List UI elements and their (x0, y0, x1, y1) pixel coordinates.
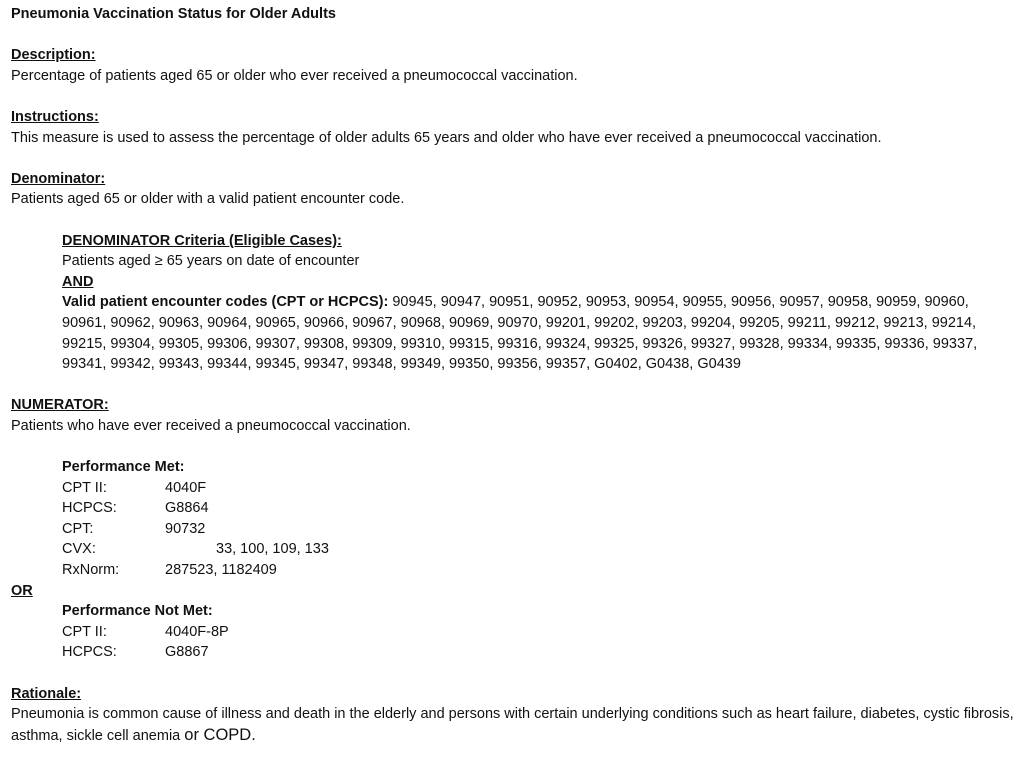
code-row (62, 622, 1014, 643)
code-label: HCPCS: (62, 500, 117, 517)
code-row (62, 498, 1014, 519)
code-label: CPT II: (62, 623, 107, 640)
code-row (62, 642, 1014, 663)
numerator-heading: NUMERATOR: (11, 397, 109, 414)
performance-met-heading: Performance Met: (62, 459, 185, 476)
code-value: G8864 (165, 500, 209, 517)
code-label: RxNorm: (62, 562, 120, 579)
description-heading: Description: (11, 47, 96, 64)
rationale-heading: Rationale: (11, 685, 82, 702)
document-title: Pneumonia Vaccination Status for Older Adults (11, 6, 336, 22)
code-value: 90732 (165, 520, 206, 537)
numerator-text: Patients who have ever received a pneumococcal vaccination. (11, 417, 411, 434)
denominator-text: Patients aged 65 or older with a valid patient encounter code. (11, 191, 405, 208)
rationale-paragraph (11, 704, 1014, 746)
code-value: 4040F-8P (165, 623, 229, 640)
code-value: 4040F (165, 479, 207, 496)
performance-met-section (11, 457, 1014, 581)
instructions-heading: Instructions: (11, 108, 99, 125)
code-value: G8867 (165, 644, 209, 661)
performance-not-met-section (11, 601, 1014, 663)
code-label: HCPCS: (62, 644, 117, 661)
code-label: CVX: (62, 541, 96, 558)
or-label: OR (11, 582, 33, 599)
encounter-codes-paragraph (62, 292, 1014, 374)
code-row (62, 478, 1014, 499)
code-row (62, 539, 1014, 560)
rationale-text: Pneumonia is common cause of illness and death in the elderly and persons with certain underlying conditions such as heart failure, diabetes, cystic fibrosis, asthma, sickle cell anemia (11, 706, 1014, 744)
code-value: 33, 100, 109, 133 (216, 541, 329, 558)
code-row (62, 560, 1014, 581)
code-label: CPT: (62, 520, 94, 537)
encounter-codes: 90945, 90947, 90951, 90952, 90953, 90954, 90955, 90956, 90957, 90958, 90959, 90960, 90961, 90962, 90963, 90964, 90965, 90966, 90967, 90968, 90969, 90970, 99201, 99202, 99203, 99204, 99205, 99211, 99212, 99213, 99214, 99215, 99304, 99305, 99306, 99307, 99308, 99309, 99310, 99315, 99316, 99324, 99325, 99326, 99327, 99328, 99334, 99335, 99336, 99337, 99341, 99342, 99343, 99344, 99345, 99347, 99348, 99349, 99350, 99356, 99357, G0402, G0438, G0439 (62, 294, 978, 373)
denominator-heading: Denominator: (11, 170, 106, 187)
denominator-criteria (11, 231, 1014, 375)
code-row (62, 519, 1014, 540)
rationale-text-tail: or COPD. (184, 725, 256, 744)
description-text: Percentage of patients aged 65 or older who ever received a pneumococcal vaccination. (11, 67, 578, 84)
and-label: AND (62, 273, 94, 290)
performance-not-met-heading: Performance Not Met: (62, 603, 213, 620)
code-value: 287523, 1182409 (165, 562, 277, 579)
instructions-text: This measure is used to assess the percentage of older adults 65 years and older who have ever received a pneumococcal vaccination. (11, 129, 882, 146)
denominator-criteria-heading: DENOMINATOR Criteria (Eligible Cases): (62, 232, 342, 249)
denominator-criteria-age: Patients aged ≥ 65 years on date of encounter (62, 253, 360, 270)
encounter-codes-label: Valid patient encounter codes (CPT or HCPCS): (62, 294, 389, 311)
code-label: CPT II: (62, 479, 107, 496)
